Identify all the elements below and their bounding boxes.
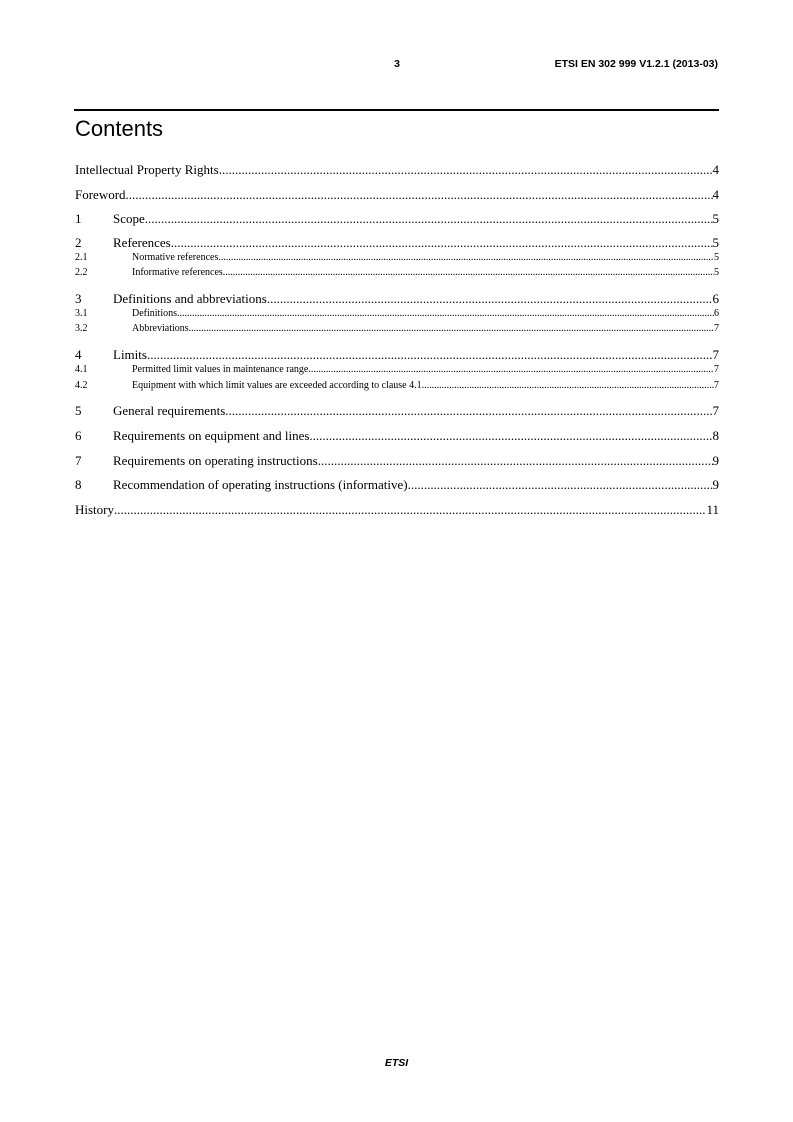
toc-entry-title: Normative references: [132, 252, 219, 263]
toc-entry[interactable]: [75, 403, 719, 420]
toc-entry-page: 7: [712, 347, 719, 362]
toc-dot-leader: [189, 323, 714, 334]
toc-dot-leader: [223, 267, 714, 278]
toc-entry-title: Limits: [113, 347, 147, 362]
toc-entry-title: Recommendation of operating instructions (informative): [113, 477, 408, 492]
toc-entry-number: 6: [75, 428, 82, 443]
page-number: 3: [394, 58, 400, 70]
toc-dot-leader: [171, 235, 713, 251]
toc-entry-page: 7: [712, 403, 719, 418]
toc-entry[interactable]: [75, 162, 719, 179]
toc-dot-leader: [267, 291, 713, 307]
toc-entry-page: 7: [714, 380, 719, 391]
toc-entry-number: 2.2: [75, 267, 88, 278]
toc-entry-title: Requirements on operating instructions: [113, 453, 318, 468]
toc-dot-leader: [422, 380, 714, 391]
header-rule: [74, 109, 719, 111]
toc-dot-leader: [408, 477, 713, 493]
toc-entry-title: Permitted limit values in maintenance range: [132, 364, 309, 375]
toc-entry[interactable]: [75, 477, 719, 494]
toc-entry[interactable]: [75, 252, 719, 265]
toc-entry-title: Intellectual Property Rights: [75, 162, 219, 177]
toc-entry-number: 3.2: [75, 323, 88, 334]
toc-entry-page: 6: [714, 308, 719, 319]
toc-entry-page: 6: [712, 291, 719, 306]
toc-entry-title: Abbreviations: [132, 323, 189, 334]
toc-dot-leader: [318, 453, 713, 469]
toc-entry-number: 2: [75, 235, 82, 250]
toc-dot-leader: [114, 502, 706, 518]
toc-entry[interactable]: [75, 323, 719, 336]
toc-entry-number: 5: [75, 403, 82, 418]
toc-entry-number: 3: [75, 291, 82, 306]
toc-dot-leader: [308, 364, 714, 375]
toc-dot-leader: [177, 308, 714, 319]
toc-dot-leader: [145, 211, 713, 227]
toc-entry-title: Definitions: [132, 308, 177, 319]
toc-entry-page: 9: [712, 477, 719, 492]
toc-entry-title: Requirements on equipment and lines: [113, 428, 310, 443]
toc-entry[interactable]: [75, 428, 719, 445]
toc-entry[interactable]: [75, 502, 719, 519]
toc-dot-leader: [309, 428, 712, 444]
toc-entry[interactable]: [75, 380, 719, 393]
toc-entry-title: History: [75, 502, 114, 517]
toc-entry-number: 4.1: [75, 364, 88, 375]
toc-entry[interactable]: [75, 187, 719, 204]
toc-entry-page: 9: [712, 453, 719, 468]
toc-entry[interactable]: [75, 308, 719, 321]
toc-entry-page: 5: [714, 267, 719, 278]
toc-entry-page: 5: [712, 211, 719, 226]
toc-dot-leader: [219, 162, 713, 178]
toc-entry-page: 8: [712, 428, 719, 443]
toc-entry[interactable]: [75, 235, 719, 252]
toc-entry-page: 4: [712, 187, 719, 202]
toc-dot-leader: [225, 403, 712, 419]
toc-entry[interactable]: [75, 267, 719, 280]
toc-entry-page: 11: [706, 502, 719, 517]
footer-etsi: ETSI: [384, 1057, 409, 1069]
toc-entry-title: General requirements: [113, 403, 226, 418]
toc-entry-title: Informative references: [132, 267, 223, 278]
toc-dot-leader: [126, 187, 713, 203]
toc-entry[interactable]: [75, 347, 719, 364]
toc-entry-title: Definitions and abbreviations: [113, 291, 267, 306]
toc-entry-title: Foreword: [75, 187, 126, 202]
toc-entry[interactable]: [75, 291, 719, 308]
toc-entry-number: 1: [75, 211, 82, 226]
toc-dot-leader: [218, 252, 714, 263]
toc-entry-page: 4: [712, 162, 719, 177]
contents-title: Contents: [75, 116, 164, 141]
toc-entry-page: 7: [714, 364, 719, 375]
toc-entry[interactable]: [75, 364, 719, 377]
toc-entry-title: References: [113, 235, 171, 250]
document-id: ETSI EN 302 999 V1.2.1 (2013-03): [554, 58, 718, 70]
toc-entry-number: 3.1: [75, 308, 88, 319]
toc-entry-title: Equipment with which limit values are exceeded according to clause 4.1: [132, 380, 422, 391]
toc-entry-title: Scope: [113, 211, 145, 226]
toc-entry[interactable]: [75, 453, 719, 470]
toc-entry-number: 2.1: [75, 252, 88, 263]
toc-entry-number: 4: [75, 347, 82, 362]
toc-entry-page: 5: [714, 252, 719, 263]
toc-entry[interactable]: [75, 211, 719, 228]
toc-dot-leader: [147, 347, 713, 363]
toc-entry-number: 7: [75, 453, 82, 468]
toc-entry-page: 5: [712, 235, 719, 250]
toc-entry-page: 7: [714, 323, 719, 334]
toc-entry-number: 4.2: [75, 380, 88, 391]
toc-entry-number: 8: [75, 477, 82, 492]
